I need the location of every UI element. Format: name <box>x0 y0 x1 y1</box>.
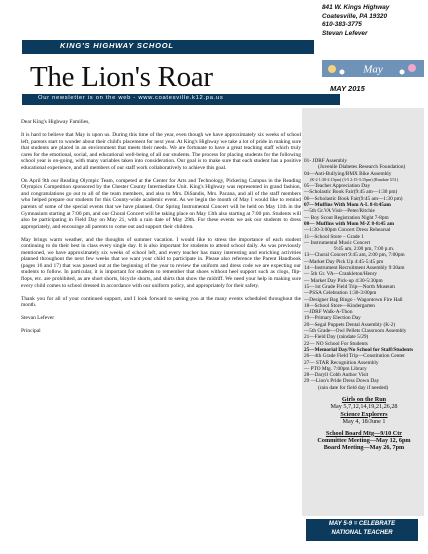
school-address <box>322 4 426 38</box>
school-board-meeting: School Board Mtg—9/10 Ctr <box>325 429 403 437</box>
web-address-subtitle: Our newsletter is on the web - www.coatesville.k12.pa.us <box>38 95 224 101</box>
calendar-event: 22— NO School For Students <box>304 340 368 347</box>
calendar-event: 01- JDRF Assembly <box>304 158 347 164</box>
calendar-event: — Boy Scout Registration Night 7-8pm <box>304 214 389 221</box>
calendar-event: —Market Day Pick Up 4:45-5:45 pm <box>304 258 384 265</box>
may-banner-word: May <box>363 63 383 76</box>
calendar-event: —Scholastic Book Fair(9:45 am—1:30 pm) <box>304 189 398 196</box>
board-meeting: Board Meeting—May 26, 7pm <box>323 444 405 452</box>
calendar-event: 9:45 am, 2:00 pm, 7:00 p.m. <box>334 246 395 253</box>
address-line: 610-383-3775 <box>322 21 362 29</box>
letter-paragraph: May brings warm weather, and the thoughts of summer vacation. I would like to stress the importance of each student continuing to do their best in class every single day. It is also important for students to attend school daily. As was previously mentioned, we have approximately six weeks of school left, and every teacher has many interesting and enriching activities planned throughout the next few weeks that we want your child to participate in. Please also reference the Parent Handbook (pages 16 and 17) that was passed out at the beginning of the year to review the uniform and dress code we are expecting our students to follow. In particular, it is important for students to remember that shoes without heel support such as clogs, flip-flops, etc. are prohibited, as are short shorts, bicycle shorts, and shirts that show the midriff. We need your help in making sure every child comes to school dressed in accordance with our uniform policy, and appropriately for their safety. <box>21 236 301 289</box>
calendar-event: —1:30-3:00pm Concert Dress Rehearsal <box>304 227 391 234</box>
calendar-event: 20—Segal Puppets Dental Assembly (K-2) <box>304 321 396 328</box>
calendar-event: 04—Anti-Bullying/BMX Bike Assembly <box>304 170 392 177</box>
event-list <box>304 158 424 452</box>
letter-paragraph: On April 9th our Reading Olympic Team, competed at the Center for Arts and Technology, Pickering Campus in the Reading Olympics Competition sponsored by the Chester County Intermediate Unit. King's Highway was represented in grand fashion, and congratulations go out to all of the team members, and also to Mrs. DiSandis, Mrs. Pacana, and all of the staff members who helped prepare our students for this County-wide academic event. As we begin the month of May I would like to remind parents of some of the special events that we have planned. Our Spring Instrumental Concert will be held on May 11th in the Gymnasium starting at 7:00 pm, and our Choral Concert will be taking place on May 13th also starting at 7:00 pm. Students will also be participating in Field Day on May 21, with a rain date of May 29th. For these events we ask our students to dress appropriately, and encourage all parents to come out and support their children. <box>21 177 301 230</box>
calendar-event: — Market Day Pick-up 4:30-5:30pm <box>304 277 383 284</box>
calendar-event: 13—Choral Concert 9:45 am, 2:00 pm, 7:00pm <box>304 252 405 259</box>
flower-icon <box>400 70 405 75</box>
calendar-event: (K-2 1:30-2:15pm) (3-5 2:15-3:15pm) (Rundate 5/11) <box>310 176 399 182</box>
science-explorers-dates: May 4, 18/June 1 <box>342 418 386 426</box>
letter-paragraph: It is hard to believe that May is upon us. During this time of the year, even though we have approximately six weeks of school left, parents start to wonder about their child's placement for next year. At King's Highway we take a lot of pride in making sure that students are placed in an environment that meets their needs. We are fortunate to have a great teaching staff which truly cares for the emotional, social, and educational well-being of all our students. The process for placing students for the following school year is on-going, with many variables taken into consideration. Our goal is to make sure that each student has a positive educational experience, and all members of our staff work collaboratively to achieve this goal. <box>21 132 301 171</box>
girls-on-the-run-title: Girls on the Run <box>341 395 387 403</box>
calendar-event: 21—Field Day (raindate 5/29) <box>304 334 369 341</box>
calendar-event: 06—Scholastic Book Fair(9:45 am—1:30 pm) <box>304 195 403 202</box>
calendar-event: 05—Teacher Appreciation Day <box>304 183 371 190</box>
calendar-event: 26—4th Grade Field Trip—Constitution Center <box>304 353 405 360</box>
calendar-event: —5th Gr.VA Visit—Peter/Ritchie <box>304 208 375 215</box>
committee-meeting: Committee Meeting—May 12, 6pm <box>317 437 411 445</box>
address-line: 841 W. Kings Highway <box>322 4 390 11</box>
school-name: KING'S HIGHWAY SCHOOL <box>60 41 174 50</box>
teacher-week-text <box>306 520 418 538</box>
calendar-event: 15—1st Grade Field Trip—North Museum <box>304 283 395 290</box>
science-explorers-title: Science Explorers <box>340 410 388 418</box>
calendar-event: 28—Daryll Cobb Author Visit <box>304 372 369 379</box>
calendar-event: 29 —Lion's Pride Dress Down Day <box>304 378 380 385</box>
calendar-event: 08— Muffins with Mom M-Z 8-8:45 am <box>304 220 395 227</box>
calendar-event: (Juvenile Diabetes Research Foundation) <box>318 164 406 171</box>
event-items <box>304 158 424 391</box>
calendar-event: 18—School Store—Kindergarten <box>304 302 375 309</box>
calendar-event: (rain date for field day if needed) <box>318 384 389 391</box>
calendar-event: —5th Grade—Owl Pellets Classroom Assembly <box>304 328 407 335</box>
calendar-event: —JDRF Walk-A-Thon <box>304 309 353 316</box>
letter-paragraph: Thank you for all of your continued support, and I look forward to seeing you at the many events scheduled throughout the month. <box>21 295 301 309</box>
calendar-event: — 5th Gr. VA—Crankleton/Henry <box>304 271 378 278</box>
calendar-event: —Designer Bag Bingo - Wagontown Fire Hall <box>304 296 403 303</box>
signature-title: Principal <box>21 328 41 335</box>
calendar-event: — PTO Mtg. 7:00pm Library <box>304 365 367 372</box>
calendar-event: 14—Instrument Recruitment Assembly 9:30am <box>304 265 405 272</box>
calendar-event: 25—Memorial Day/No School for Staff/Students <box>304 346 414 353</box>
newsletter-title: The Lion's Roar <box>30 61 213 93</box>
may-banner-graphic <box>322 60 424 77</box>
calendar-event: 19—Primary Election Day <box>304 315 361 322</box>
flower-icon <box>408 64 416 72</box>
issue-date: MAY 2015 <box>330 84 365 93</box>
flower-icon <box>328 65 336 73</box>
calendar-event: —PSSA Celebration 1:30-3:00pm <box>304 290 377 297</box>
calendar-event: 07—Muffins With Mom A-L 8-8:45am <box>304 202 391 209</box>
principal-letter <box>21 119 301 341</box>
calendar-event: — Instrumental Music Concert <box>304 239 371 246</box>
letter-greeting: Dear King's Highway Families, <box>21 119 90 125</box>
calendar-event: 27— STAR Recognition Assembly <box>304 359 379 366</box>
girls-on-the-run-dates: May 5,7,12,14,19,21,26,28 <box>330 403 398 411</box>
flower-icon <box>340 70 345 75</box>
teacher-week-line: MAY 5-9 = CELEBRATE <box>328 521 396 527</box>
calendar-event: 11—School Store – Grade 1 <box>304 233 364 240</box>
signature-name: Stevan Lefever <box>21 315 55 322</box>
teacher-week-line: NATIONAL TEACHER <box>331 530 393 536</box>
address-line: Stevan Lefever <box>322 29 368 37</box>
address-line: Coatesville, PA 19320 <box>322 12 388 20</box>
